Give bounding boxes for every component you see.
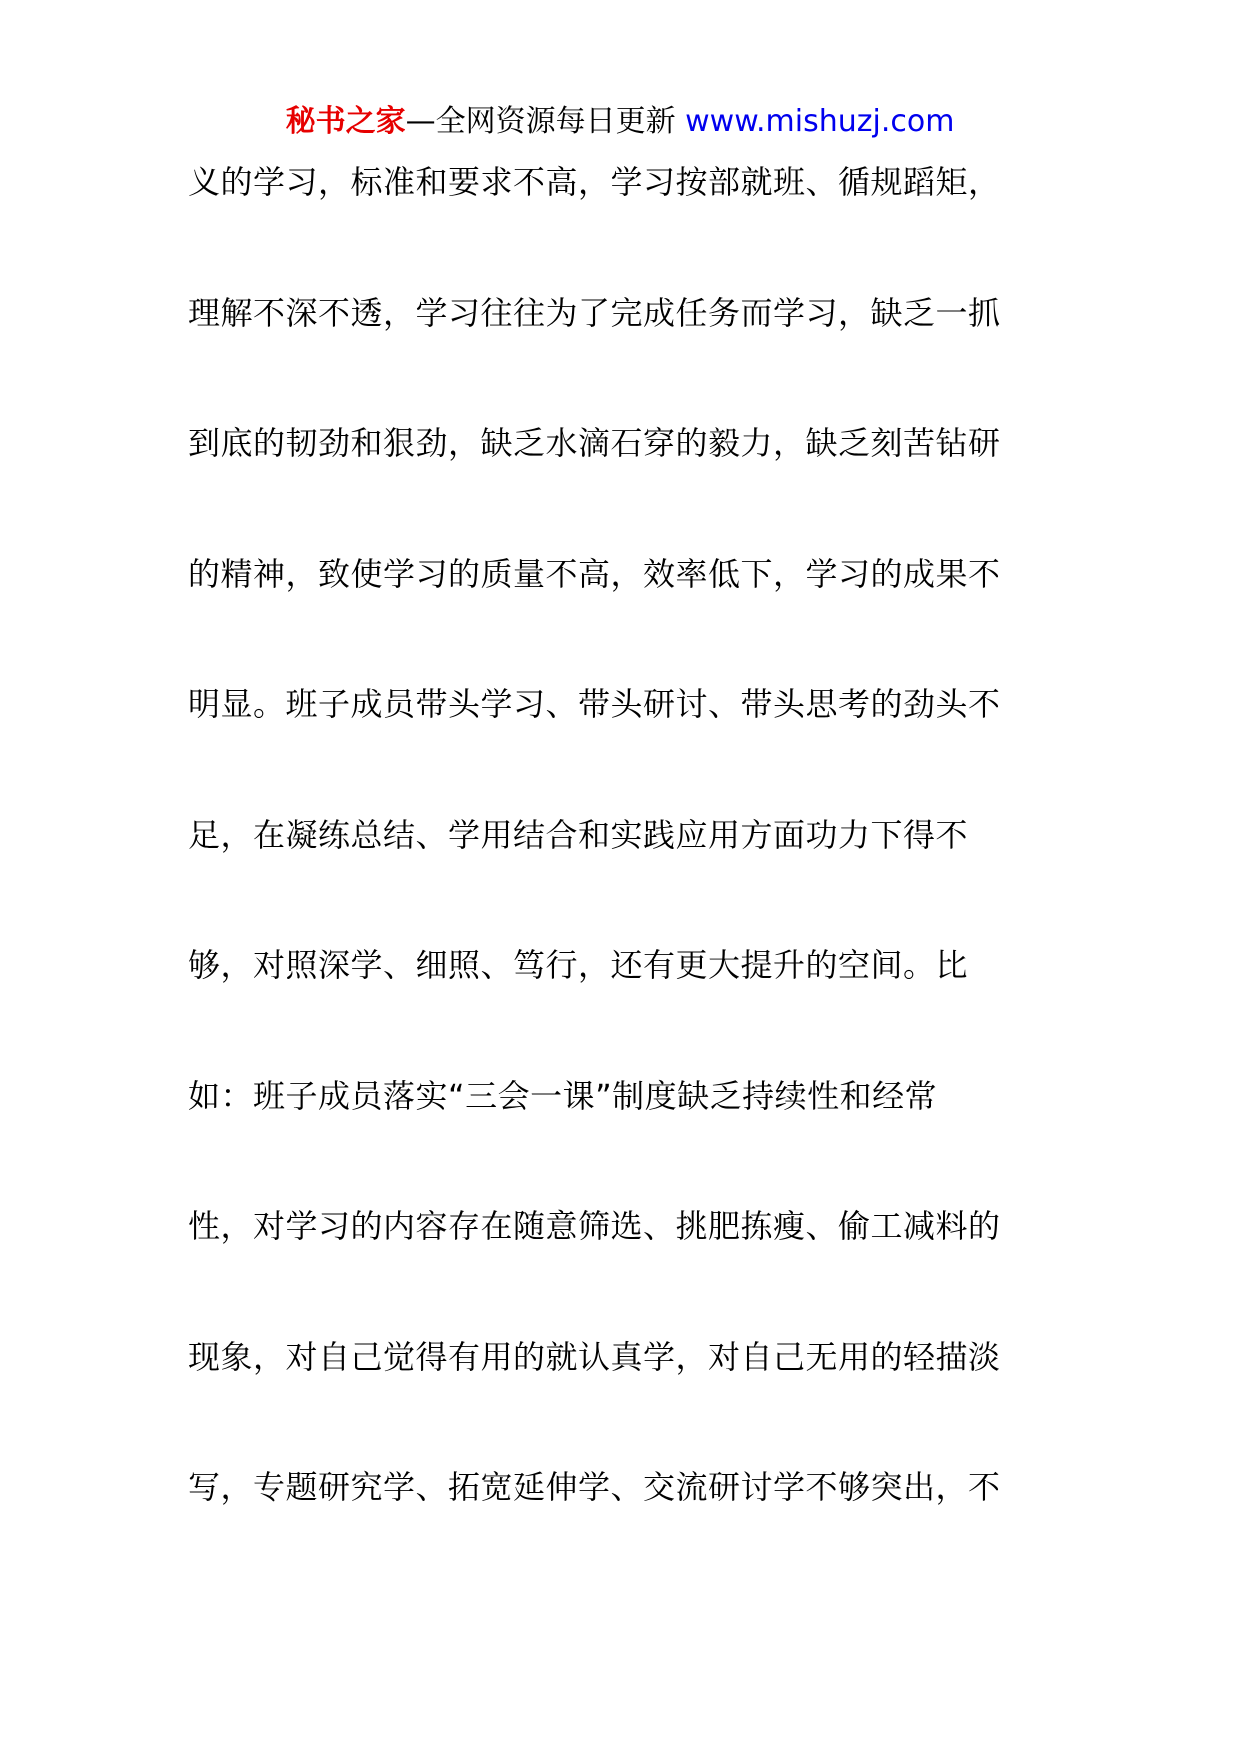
text-line: 理解不深不透，学习往往为了完成任务而学习，缺乏一抓 [188,293,1001,332]
text-line: 现象，对自己觉得有用的就认真学，对自己无用的轻描淡 [188,1337,1001,1376]
site-url-link[interactable]: www.mishuzj.com [685,104,955,139]
text-line: 的精神，致使学习的质量不高，效率低下，学习的成果不 [188,554,1001,593]
header-tagline: —全网资源每日更新 [405,104,676,139]
text-line: 明显。班子成员带头学习、带头研讨、带头思考的劲头不 [188,685,1001,723]
text-line: 到底的韧劲和狠劲，缺乏水滴石穿的毅力，缺乏刻苦钻研 [188,424,1001,462]
page-header [0,100,1240,144]
text-line: 义的学习，标准和要求不高，学习按部就班、循规蹈矩， [188,163,1001,201]
text-line: 如：班子成员落实“三会一课”制度缺乏持续性和经常 [188,1076,938,1115]
body-text [188,160,1068,1596]
text-line: 性，对学习的内容存在随意筛选、挑肥拣瘦、偷工减料的 [188,1207,1001,1245]
brand-name: 秘书之家 [285,104,406,139]
text-line: 够，对照深学、细照、笃行，还有更大提升的空间。比 [188,946,969,984]
text-line: 写，专题研究学、拓宽延伸学、交流研讨学不够突出，不 [188,1468,1001,1506]
text-line: 足，在凝练总结、学用结合和实践应用方面功力下得不 [188,815,969,854]
